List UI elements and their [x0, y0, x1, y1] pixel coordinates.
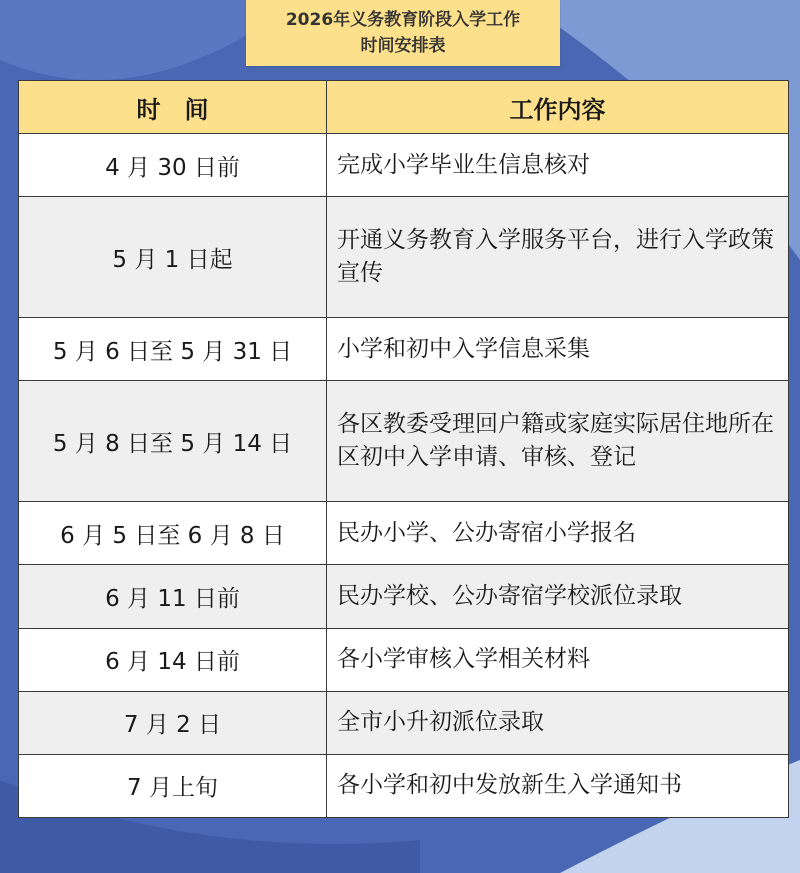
table-row [19, 502, 789, 565]
row-time: 5 月 6 日至 5 月 31 日 [19, 318, 327, 381]
row-work: 完成小学毕业生信息核对 [327, 134, 789, 197]
row-time: 6 月 14 日前 [19, 628, 327, 691]
title-line-2: 时间安排表 [360, 36, 446, 56]
table-row [19, 754, 789, 817]
table-row [19, 691, 789, 754]
title-line-1: 2026年义务教育阶段入学工作 [285, 10, 521, 30]
table-row [19, 318, 789, 381]
row-time: 7 月上旬 [19, 754, 327, 817]
title-banner [246, 0, 560, 66]
row-work: 各小学和初中发放新生入学通知书 [327, 754, 789, 817]
header-time: 时 间 [19, 81, 327, 134]
row-work: 开通义务教育入学服务平台，进行入学政策宣传 [327, 197, 789, 318]
row-work: 各小学审核入学相关材料 [327, 628, 789, 691]
header-work: 工作内容 [327, 81, 789, 134]
row-time: 5 月 8 日至 5 月 14 日 [19, 381, 327, 502]
table-header-row [19, 81, 789, 134]
table-row [19, 628, 789, 691]
row-work: 民办小学、公办寄宿小学报名 [327, 502, 789, 565]
row-time: 6 月 11 日前 [19, 565, 327, 628]
table-row [19, 381, 789, 502]
row-work: 小学和初中入学信息采集 [327, 318, 789, 381]
row-time: 4 月 30 日前 [19, 134, 327, 197]
table-row [19, 565, 789, 628]
row-work: 各区教委受理回户籍或家庭实际居住地所在区初中入学申请、审核、登记 [327, 381, 789, 502]
row-work: 全市小升初派位录取 [327, 691, 789, 754]
schedule-table [18, 80, 789, 818]
row-time: 5 月 1 日起 [19, 197, 327, 318]
row-time: 6 月 5 日至 6 月 8 日 [19, 502, 327, 565]
row-time: 7 月 2 日 [19, 691, 327, 754]
row-work: 民办学校、公办寄宿学校派位录取 [327, 565, 789, 628]
table-row [19, 197, 789, 318]
table-row [19, 134, 789, 197]
